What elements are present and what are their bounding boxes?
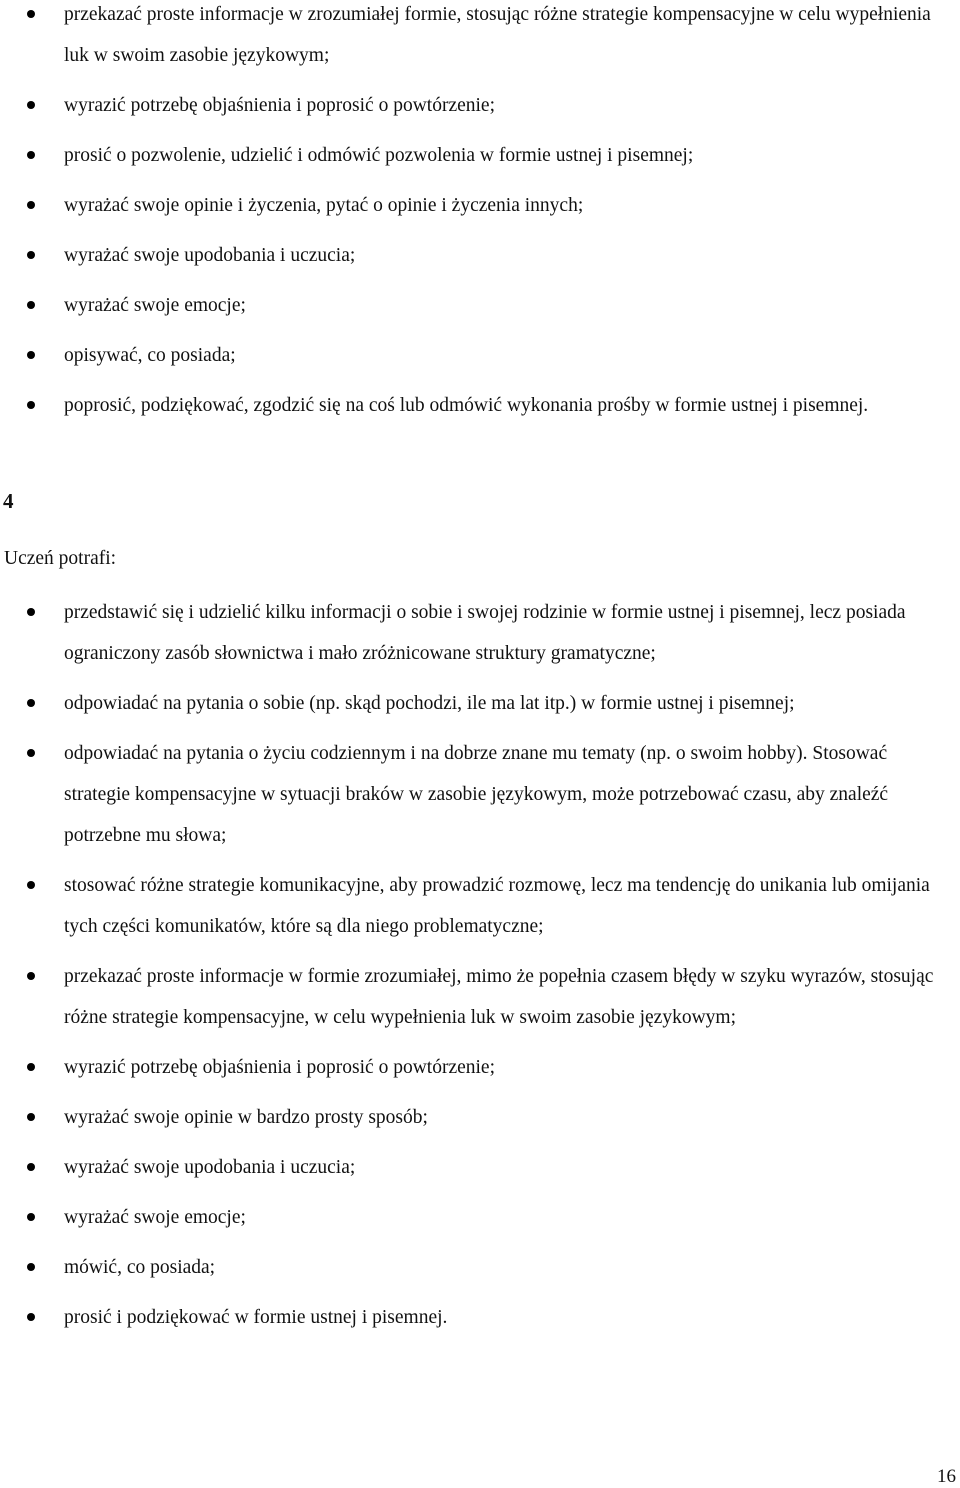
list-item-text: przekazać proste informacje w formie zrozumiałej, mimo że popełnia czasem błędy w szyku wyrazów, stosując różne strategie kompensacyjne, w celu wypełnienia luk w swoim zasobie językowym;	[64, 966, 934, 1028]
list-item	[0, 956, 960, 1038]
bullet-icon	[27, 301, 35, 309]
bullet-icon	[27, 151, 35, 159]
bullet-icon	[27, 1163, 35, 1171]
list-item-text: odpowiadać na pytania o życiu codziennym i na dobrze znane mu tematy (np. o swoim hobby). Stosować strategie kompensacyjne w sytuacji braków w zasobie językowym, może potrzebować czasu, aby znaleźć potrzebne mu słowa;	[64, 743, 889, 846]
list-item	[0, 1047, 960, 1088]
list-item-text: prosić o pozwolenie, udzielić i odmówić pozwolenia w formie ustnej i pisemnej;	[64, 145, 694, 166]
list-item	[0, 1297, 960, 1338]
bullet-icon	[27, 972, 35, 980]
list-item-text: wyrażać swoje opinie i życzenia, pytać o opinie i życzenia innych;	[64, 195, 584, 216]
list-item-text: mówić, co posiada;	[64, 1257, 216, 1278]
bullet-icon	[27, 1113, 35, 1121]
bullet-icon	[27, 1263, 35, 1271]
bullet-icon	[27, 101, 35, 109]
list-item-text: wyrazić potrzebę objaśnienia i poprosić o powtórzenie;	[64, 1057, 496, 1078]
bullet-icon	[27, 699, 35, 707]
bullet-list-bottom	[0, 592, 960, 1347]
list-item-text: wyrażać swoje upodobania i uczucia;	[64, 245, 356, 266]
bullet-icon	[27, 1213, 35, 1221]
list-item-text: stosować różne strategie komunikacyjne, aby prowadzić rozmowę, lecz ma tendencję do unikania lub omijania tych części komunikatów, które są dla niego problematyczne;	[64, 875, 930, 937]
list-item-text: wyrażać swoje upodobania i uczucia;	[64, 1157, 356, 1178]
list-item-text: przekazać proste informacje w zrozumiałej formie, stosując różne strategie kompensacyjne w celu wypełnienia luk w swoim zasobie językowym;	[64, 4, 931, 66]
list-item	[0, 592, 960, 674]
list-item-text: poprosić, podziękować, zgodzić się na coś lub odmówić wykonania prośby w formie ustnej i pisemnej.	[64, 395, 869, 416]
list-item	[0, 285, 960, 326]
bullet-icon	[27, 10, 35, 18]
bullet-icon	[27, 749, 35, 757]
bullet-icon	[27, 201, 35, 209]
list-item-text: prosić i podziękować w formie ustnej i pisemnej.	[64, 1307, 448, 1328]
list-item	[0, 1247, 960, 1288]
bullet-icon	[27, 881, 35, 889]
list-item	[0, 683, 960, 724]
list-item-text: odpowiadać na pytania o sobie (np. skąd pochodzi, ile ma lat itp.) w formie ustnej i pisemnej;	[64, 693, 795, 714]
list-item-text: wyrażać swoje emocje;	[64, 295, 246, 316]
intro-text: Uczeń potrafi:	[4, 548, 117, 569]
bullet-icon	[27, 1063, 35, 1071]
list-item	[0, 185, 960, 226]
bullet-icon	[27, 351, 35, 359]
list-item	[0, 235, 960, 276]
list-item-text: opisywać, co posiada;	[64, 345, 236, 366]
list-item-text: wyrazić potrzebę objaśnienia i poprosić o powtórzenie;	[64, 95, 496, 116]
list-item	[0, 0, 960, 76]
level-number: 4	[3, 489, 14, 513]
list-item	[0, 865, 960, 947]
list-item	[0, 1147, 960, 1188]
bullet-icon	[27, 1313, 35, 1321]
list-item	[0, 135, 960, 176]
bullet-icon	[27, 608, 35, 616]
bullet-icon	[27, 401, 35, 409]
list-item-text: przedstawić się i udzielić kilku informacji o sobie i swojej rodzinie w formie ustnej i pisemnej, lecz posiada ograniczony zasób słownictwa i mało zróżnicowane struktury gramatyczne;	[64, 602, 906, 664]
list-item	[0, 733, 960, 856]
list-item	[0, 1097, 960, 1138]
list-item	[0, 1197, 960, 1238]
list-item-text: wyrażać swoje emocje;	[64, 1207, 246, 1228]
list-item	[0, 385, 960, 426]
list-item	[0, 335, 960, 376]
list-item	[0, 85, 960, 126]
page-number: 16	[937, 1466, 956, 1487]
list-item-text: wyrażać swoje opinie w bardzo prosty sposób;	[64, 1107, 428, 1128]
bullet-list-top	[0, 0, 960, 435]
bullet-icon	[27, 251, 35, 259]
